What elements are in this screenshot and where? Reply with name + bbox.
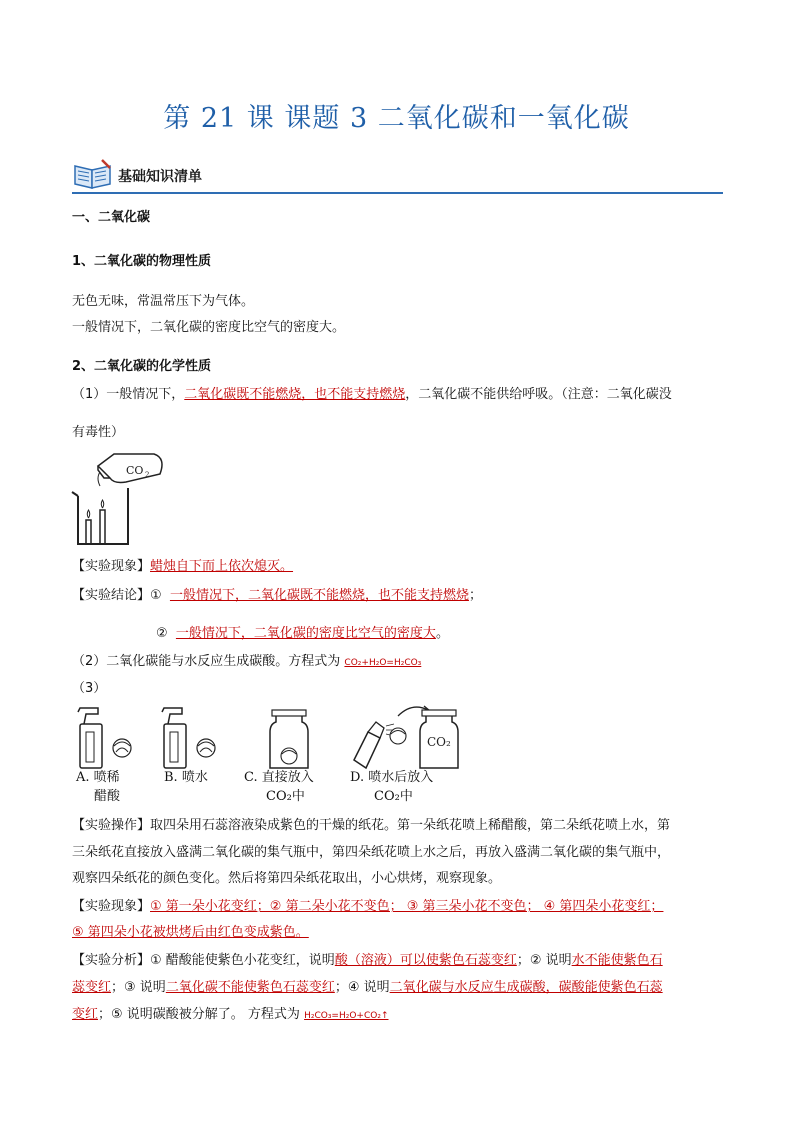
operation-line-2: 三朵纸花直接放入盛满二氧化碳的集气瓶中，第四朵纸花喷上水之后，再放入盛满二氧化碳的集气瓶中， (72, 845, 671, 860)
chemical-item-1-cont: 有毒性） (72, 425, 125, 440)
operation-line-1: 【实验操作】取四朵用石蕊溶液染成紫色的干燥的纸花。第一朵纸花喷上稀醋酸，第二朵纸花喷上水，第 (72, 818, 671, 833)
analysis-line-1: 【实验分析】① 醋酸能使紫色小花变红，说明酸（溶液）可以使紫色石蕊变红；② 说明水不能使紫色石 (72, 953, 663, 968)
heading-chemical: 2、二氧化碳的化学性质 (72, 359, 212, 374)
phenomenon-1: 【实验现象】蜡烛自下而上依次熄灭。 (72, 559, 294, 574)
page-title: 第 21 课 课题 3 二氧化碳和一氧化碳 (163, 103, 630, 134)
section-header (72, 158, 723, 194)
analysis-line-3: 变红；⑤ 说明碳酸被分解了。 方程式为 H₂CO₃=H₂O+CO₂↑ (72, 1007, 389, 1022)
heading-physical: 1、二氧化碳的物理性质 (72, 254, 212, 269)
heading-co2: 一、二氧化碳 (72, 210, 151, 225)
beaker-co2-label: CO (126, 464, 144, 477)
operation-line-3: 观察四朵纸花的颜色变化。然后将第四朵纸花取出，小心烘烤，观察现象。 (72, 871, 502, 886)
spray-bottle-a (78, 708, 102, 768)
section-header-label: 基础知识清单 (118, 169, 202, 185)
paper-flower-d (390, 728, 406, 744)
chemical-item-2: （2）二氧化碳能与水反应生成碳酸。方程式为 CO₂+H₂O=H₂CO₃ (72, 654, 422, 669)
caption-b: B. 喷水 (164, 770, 208, 785)
jar-co2-label: CO₂ (427, 735, 451, 749)
chemical-item-3: （3） (72, 681, 107, 696)
phenomenon-2-line-2: ⑤ 第四朵小花被烘烤后由红色变成紫色。 (72, 925, 309, 940)
beaker-figure (70, 448, 170, 548)
gas-jar-c (270, 710, 308, 768)
spray-bottle-d (354, 722, 394, 768)
beaker-co2-subscript: 2 (145, 471, 150, 479)
physical-line-2: 一般情况下，二氧化碳的密度比空气的密度大。 (72, 320, 346, 335)
caption-d: D. 喷水后放入 CO₂中 (350, 770, 434, 804)
paper-flower-a (113, 739, 131, 757)
flower-experiment-figure (72, 702, 472, 770)
phenomenon-2-line-1: 【实验现象】① 第一朵小花变红；② 第二朵小花不变色； ③ 第三朵小花不变色； ④ 第四朵小花变红； (72, 899, 664, 914)
gas-jar-d (420, 710, 458, 768)
conclusion-1: 【实验结论】① 一般情况下，二氧化碳既不能燃烧，也不能支持燃烧； (72, 588, 482, 603)
caption-a: A. 喷稀 醋酸 (76, 770, 121, 804)
conclusion-2: ② 一般情况下，二氧化碳的密度比空气的密度大。 (156, 626, 449, 641)
analysis-line-2: 蕊变红；③ 说明二氧化碳不能使紫色石蕊变红；④ 说明二氧化碳与水反应生成碳酸，碳酸能使紫色石蕊 (72, 980, 663, 995)
caption-c: C. 直接放入 CO₂中 (244, 770, 314, 804)
open-book-icon (72, 158, 114, 190)
physical-line-1: 无色无味，常温常压下为气体。 (72, 294, 255, 309)
spray-bottle-b (162, 708, 186, 768)
chemical-item-1: （1）一般情况下，二氧化碳既不能燃烧，也不能支持燃烧，二氧化碳不能供给呼吸。（注意：二氧化碳没 (72, 387, 672, 402)
paper-flower-b (197, 739, 215, 757)
